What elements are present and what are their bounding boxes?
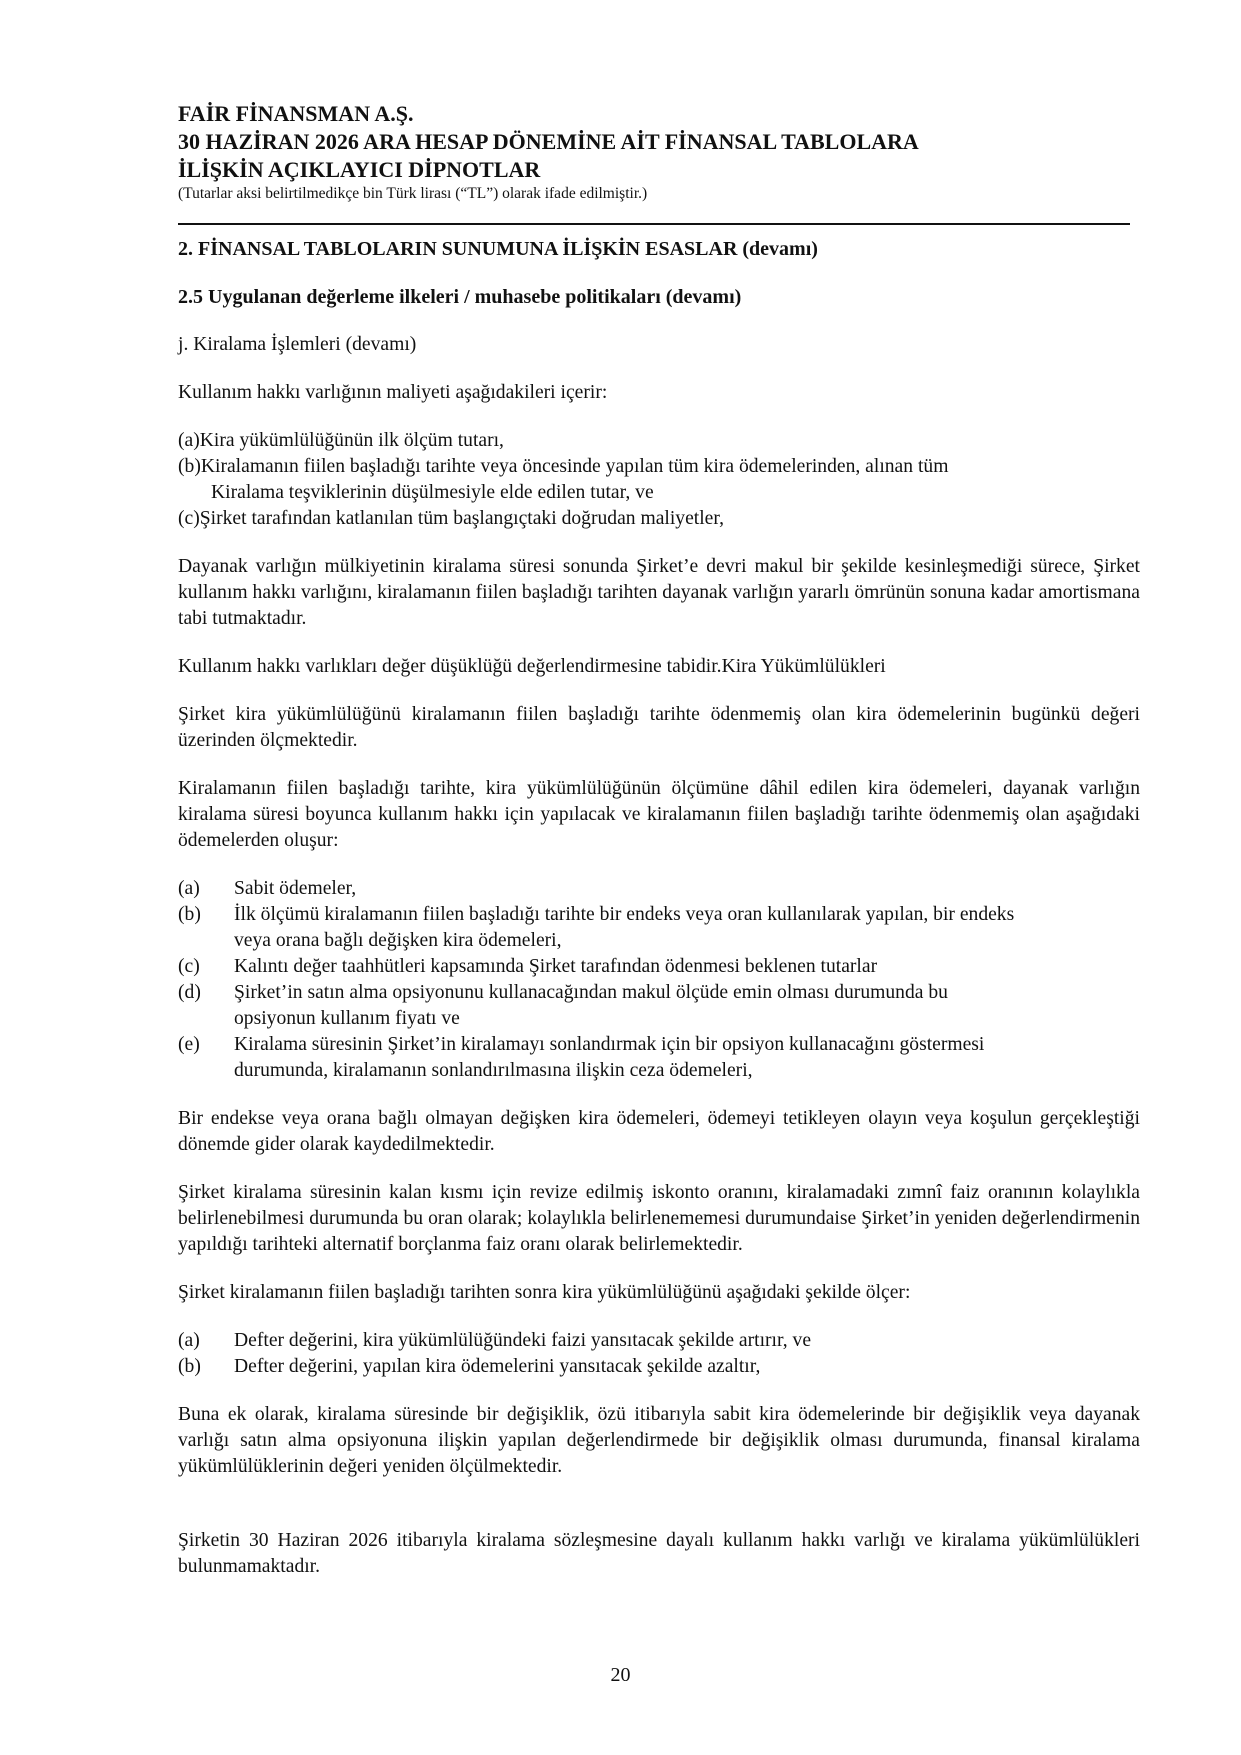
list-item-continuation: opsiyonun kullanım fiyatı ve [234, 1008, 460, 1029]
cost-items-list [178, 428, 1140, 532]
paragraph: Kullanım hakkı varlığının maliyeti aşağıdakileri içerir: [178, 382, 608, 403]
paragraph: Şirket kira yükümlülüğünü kiralamanın fiilen başladığı tarihte ödenmemiş olan kira ödemelerinin bugünkü değeri üzerinden ölçmektedir. [178, 704, 1140, 751]
list-item-label: (d) [178, 982, 201, 1003]
paragraph: Şirket kiralamanın fiilen başladığı tarihten sonra kira yükümlülüğünü aşağıdaki şekilde ölçer: [178, 1282, 911, 1303]
list-item-text: Şirket’in satın alma opsiyonunu kullanacağından makul ölçüde emin olması durumunda bu [234, 982, 948, 1003]
list-item [178, 980, 1140, 1006]
list-item-continuation: durumunda, kiralamanın sonlandırılmasına ilişkin ceza ödemeleri, [234, 1060, 753, 1081]
list-item [178, 1328, 1140, 1354]
list-item-text: Şirket tarafından katlanılan tüm başlangıçtaki doğrudan maliyetler, [199, 508, 725, 529]
list-item [178, 1354, 1140, 1380]
list-item-label: (a) [178, 430, 200, 451]
list-item-text: İlk ölçümü kiralamanın fiilen başladığı tarihte bir endeks veya oran kullanılarak yapılan, bir endeks [234, 904, 1015, 925]
page-header [178, 100, 1130, 204]
report-subtitle: İLİŞKİN AÇIKLAYICI DİPNOTLAR [178, 157, 541, 182]
list-item-text: Defter değerini, yapılan kira ödemelerini yansıtacak şekilde azaltır, [234, 1356, 761, 1377]
currency-note: (Tutarlar aksi belirtilmedikçe bin Türk lirası (“TL”) olarak ifade edilmiştir.) [178, 185, 648, 202]
main-content [178, 236, 1140, 1580]
measurement-list [178, 1328, 1140, 1380]
page-number: 20 [610, 1664, 631, 1686]
list-item-label: (b) [178, 456, 201, 477]
list-item-label: (a) [178, 878, 200, 899]
header-divider [178, 223, 1130, 225]
paragraph: Buna ek olarak, kiralama süresinde bir değişiklik, özü itibarıyla sabit kira ödemelerinde bir değişiklik veya dayanak varlığı satın alma opsiyonuna ilişkin yapılan değerlendirmede bir değişiklik olması durumunda, finansal kiralama yükümlülüklerinin değeri yeniden ölçülmektedir. [178, 1404, 1140, 1477]
paragraph: Kiralamanın fiilen başladığı tarihte, kira yükümlülüğünün ölçümüne dâhil edilen kira ödemeleri, dayanak varlığın kiralama süresi boyunca kullanım hakkı için yapılacak ve kiralamanın fiilen başladığı tarihte ödenmemiş olan aşağıdaki ödemelerden oluşur: [178, 778, 1140, 851]
item-heading: j. Kiralama İşlemleri (devamı) [178, 334, 417, 355]
list-item [178, 428, 1140, 454]
paragraph: Dayanak varlığın mülkiyetinin kiralama süresi sonunda Şirket’e devri makul bir şekilde kesinleşmediği sürece, Şirket kullanım hakkı varlığını, kiralamanın fiilen başladığı tarihten dayanak varlığın yararlı ömrünün sonuna kadar amortismana tabi tutmaktadır. [178, 556, 1140, 629]
list-item-text: Sabit ödemeler, [234, 878, 357, 899]
list-item [178, 506, 1140, 532]
list-item-continuation: veya orana bağlı değişken kira ödemeleri, [234, 930, 562, 951]
paragraph: Bir endekse veya orana bağlı olmayan değişken kira ödemeleri, ödemeyi tetikleyen olayın veya koşulun gerçekleştiği dönemde gider olarak kaydedilmektedir. [178, 1108, 1140, 1155]
list-item [178, 954, 1140, 980]
report-title: 30 HAZİRAN 2026 ARA HESAP DÖNEMİNE AİT FİNANSAL TABLOLARA [178, 129, 919, 154]
paragraph: Şirket kiralama süresinin kalan kısmı için revize edilmiş iskonto oranını, kiralamadaki zımnî faiz oranının kolaylıkla belirlenebilmesi durumunda bu oran olarak; kolaylıkla belirlenememesi durumundaise Şirket’in yeniden değerlendirmenin yapıldığı tarihteki alternatif borçlanma faiz oranı olarak belirlemektedir. [178, 1182, 1140, 1255]
paragraph: Kullanım hakkı varlıkları değer düşüklüğü değerlendirmesine tabidir.Kira Yükümlülükleri [178, 656, 886, 677]
list-item [178, 1032, 1140, 1058]
list-item-text: Kira yükümlülüğünün ilk ölçüm tutarı, [199, 430, 504, 451]
list-item-text: Kalıntı değer taahhütleri kapsamında Şirket tarafından ödenmesi beklenen tutarlar [234, 956, 878, 977]
subsection-heading: 2.5 Uygulanan değerleme ilkeleri / muhasebe politikaları (devamı) [178, 286, 742, 308]
section-heading: 2. FİNANSAL TABLOLARIN SUNUMUNA İLİŞKİN ESASLAR (devamı) [178, 238, 818, 260]
paragraph: Şirketin 30 Haziran 2026 itibarıyla kiralama sözleşmesine dayalı kullanım hakkı varlığı ve kiralama yükümlülükleri bulunmamaktadır. [178, 1530, 1140, 1577]
list-item-text: Kiralama süresinin Şirket’in kiralamayı sonlandırmak için bir opsiyon kullanacağını göstermesi [234, 1034, 985, 1055]
payments-list [178, 876, 1140, 1084]
list-item-continuation: Kiralama teşviklerinin düşülmesiyle elde edilen tutar, ve [211, 482, 654, 503]
list-item-label: (c) [178, 956, 200, 977]
list-item-label: (b) [178, 904, 201, 925]
list-item-text: Kiralamanın fiilen başladığı tarihte veya öncesinde yapılan tüm kira ödemelerinden, alınan tüm [200, 456, 949, 477]
list-item-label: (c) [178, 508, 200, 529]
list-item [178, 902, 1140, 928]
list-item-label: (e) [178, 1034, 200, 1055]
list-item [178, 876, 1140, 902]
company-name: FAİR FİNANSMAN A.Ş. [178, 101, 414, 126]
list-item-label: (b) [178, 1356, 201, 1377]
list-item-label: (a) [178, 1330, 200, 1351]
list-item [178, 454, 1140, 480]
list-item-text: Defter değerini, kira yükümlülüğündeki faizi yansıtacak şekilde artırır, ve [234, 1330, 812, 1351]
